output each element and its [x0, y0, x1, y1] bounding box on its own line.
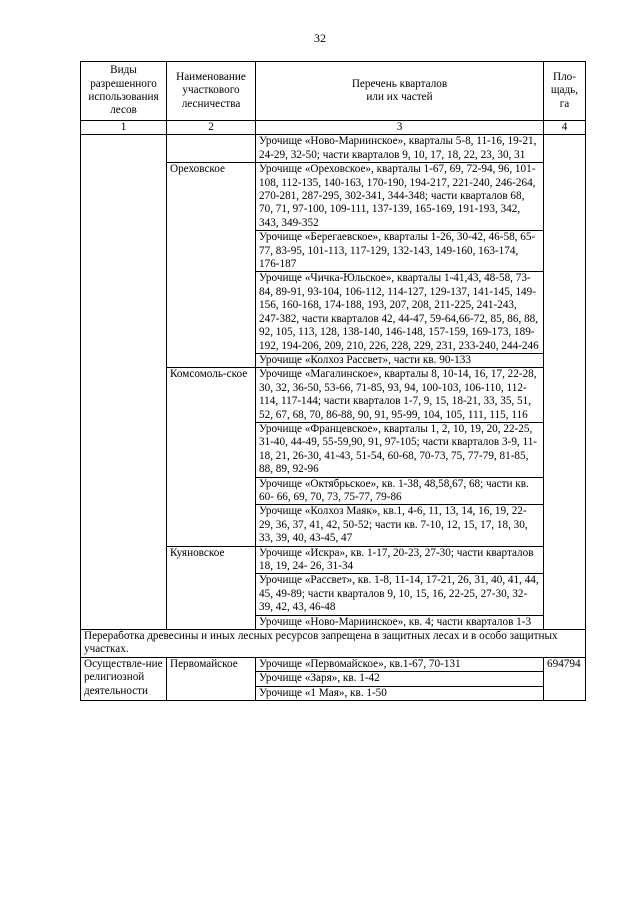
quarters-cell: Урочище «Ново-Мариинское», кварталы 5-8, 11-16, 19-21, 24-29, 32-50; части кварталов 9, 10, 17, 18, 22, 23, 30, 31	[256, 135, 544, 163]
quarters-cell: Урочище «Колхоз Рассвет», части кв. 90-133	[256, 353, 544, 367]
quarters-cell: Урочище «Чичка-Юльское», кварталы 1-41,43, 48-58, 73-84, 89-91, 93-104, 106-112, 114-127, 129-137, 141-145, 149-156, 160-168, 174-188, 193, 207, 208, 211-225, 241-243, 247-382, части кварталов 42, 44-47, 59-64,66-72, 85, 86, 88, 92, 105, 113, 128, 138-140, 146-148, 157-159, 169-173, 189-192, 194-206, 209, 210, 226, 228, 229, 231, 233-240, 244-246	[256, 272, 544, 353]
quarters-cell: Урочище «Францевское», кварталы 1, 2, 10, 19, 20, 22-25, 31-40, 44-49, 55-59,90, 91, 97-105; части кварталов 3-9, 11-18, 21, 26-30, 41-43, 51-54, 60-68, 70-73, 75, 77-79, 81-85, 88, 89, 92-96	[256, 422, 544, 477]
header-quarters-line2: или их частей	[366, 91, 433, 103]
district-cell: Ореховское	[167, 163, 256, 368]
quarters-cell: Урочище «Искра», кв. 1-17, 20-23, 27-30; части кварталов 18, 19, 24- 26, 31-34	[256, 546, 544, 574]
table-header-row	[81, 62, 586, 121]
column-number: 4	[544, 121, 586, 135]
quarters-cell: Урочище «Магалинское», кварталы 8, 10-14, 16, 17, 22-28, 30, 32, 36-50, 53-66, 71-85, 93, 94, 100-103, 106-110, 112-114, 117-144; части кварталов 1-7, 9, 15, 18-21, 33, 35, 51, 52, 67, 68, 70, 86-88, 90, 91, 95-99, 104, 105, 111, 115, 116	[256, 368, 544, 423]
district-cell: Первомайское	[167, 657, 256, 700]
quarters-cell: Урочище «Колхоз Маяк», кв.1, 4-6, 11, 13, 14, 16, 19, 22-29, 36, 37, 41, 42, 50-52; части кв. 7-10, 12, 15, 17, 18, 30, 33, 39, 40, 43-45, 47	[256, 505, 544, 546]
quarters-cell: Урочище «Берегаевское», кварталы 1-26, 30-42, 46-58, 65-77, 83-95, 101-113, 117-129, 132-143, 149-160, 163-174, 176-187	[256, 231, 544, 272]
district-cell: Куяновское	[167, 546, 256, 629]
column-number: 3	[256, 121, 544, 135]
table-row	[81, 657, 586, 671]
area-cell	[544, 135, 586, 630]
quarters-cell: Урочище «Первомайское», кв.1-67, 70-131	[256, 657, 544, 671]
quarters-cell: Урочище «Рассвет», кв. 1-8, 11-14, 17-21, 26, 31, 40, 41, 44, 45, 49-89; части кварталов 9, 10, 15, 16, 22-25, 27-30, 32-39, 42, 43, 46-48	[256, 574, 544, 615]
header-quarters-list	[256, 62, 544, 121]
quarters-cell: Урочище «Ореховское», кварталы 1-67, 69, 72-94, 96, 101-108, 112-135, 140-163, 170-190, 194-217, 221-240, 246-264, 270-281, 287-295, 302-341, 344-348; части кварталов 68, 70, 71, 97-100, 109-111, 137-139, 165-169, 191-193, 342, 343, 349-352	[256, 163, 544, 231]
column-number-row	[81, 121, 586, 135]
header-quarters-line1: Перечень кварталов	[351, 77, 448, 90]
processing-ban-note: Переработка древесины и иных лесных ресурсов запрещена в защитных лесах и в особо защитных участках.	[81, 630, 586, 658]
quarters-cell: Урочище «Ново-Мариинское», кв. 4; части кварталов 1-3	[256, 615, 544, 629]
forest-usage-table	[80, 61, 586, 701]
usage-type-cell: Осуществле-ние религиозной деятельности	[81, 657, 167, 700]
usage-type-cell	[81, 135, 167, 630]
quarters-cell: Урочище «Заря», кв. 1-42	[256, 672, 544, 686]
column-number: 1	[81, 121, 167, 135]
column-number: 2	[167, 121, 256, 135]
header-usage-type: Виды разрешенного использования лесов	[81, 62, 167, 121]
note-row	[81, 630, 586, 658]
quarters-cell: Урочище «1 Мая», кв. 1-50	[256, 686, 544, 700]
district-cell	[167, 135, 256, 163]
table-row	[81, 135, 586, 163]
header-district-name: Наименование участкового лесничества	[167, 62, 256, 121]
area-cell: 694794	[544, 657, 586, 700]
district-cell: Комсомоль-ское	[167, 368, 256, 546]
quarters-cell: Урочище «Октябрьское», кв. 1-38, 48,58,67, 68; части кв. 60- 66, 69, 70, 73, 75-77, 79-86	[256, 477, 544, 505]
page-number: 32	[314, 31, 326, 45]
header-area: Пло-щадь, га	[544, 62, 586, 121]
